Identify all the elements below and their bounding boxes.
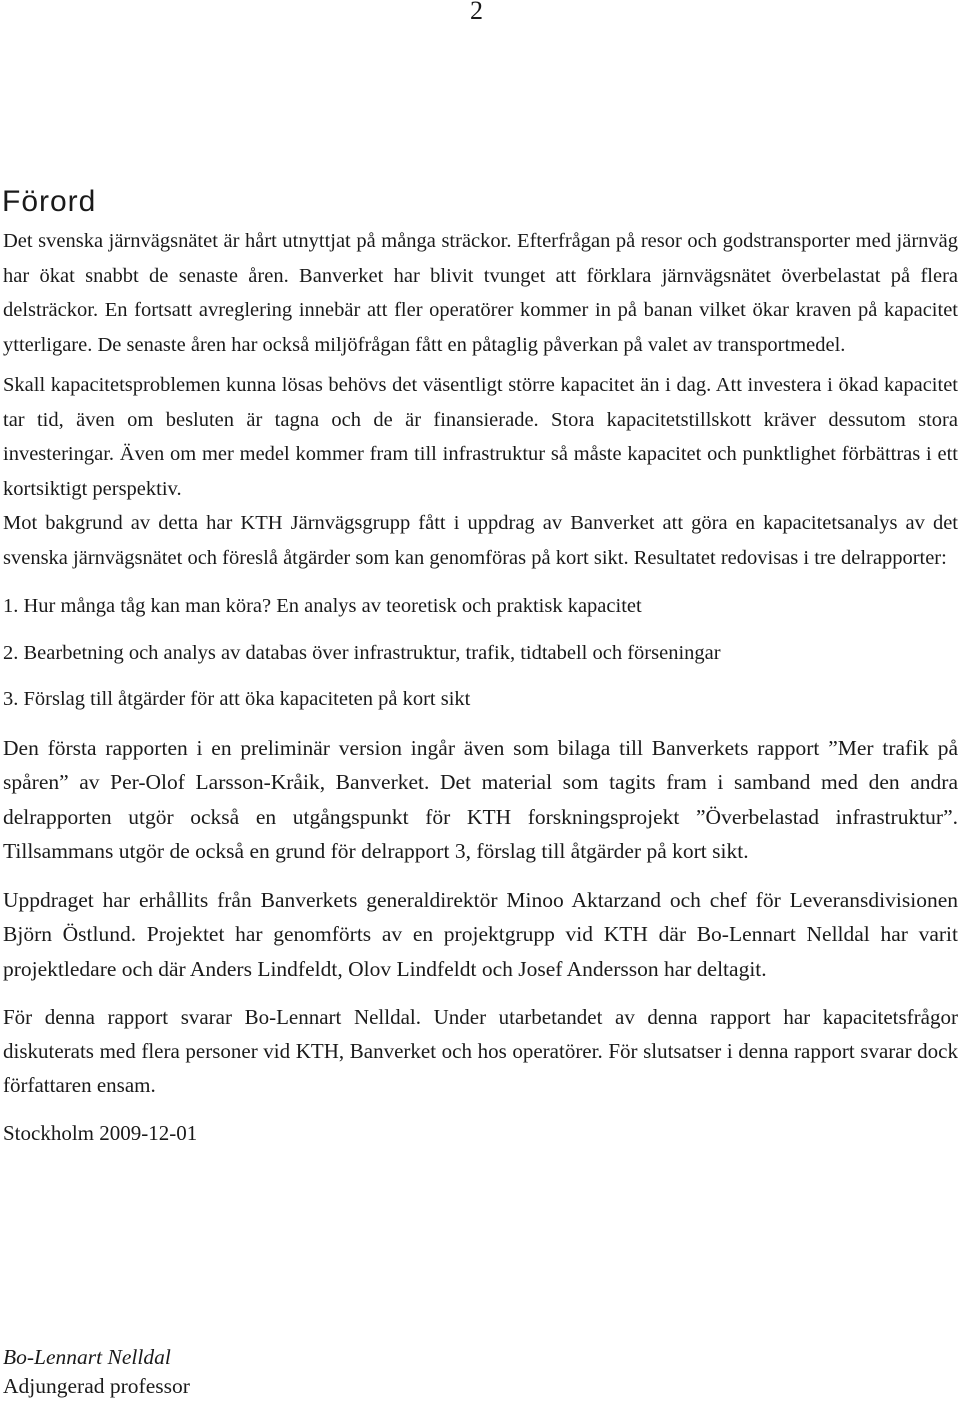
paragraph-commission: Uppdraget har erhållits från Banverkets generaldirektör Minoo Aktarzand och chef för Leveransdivisionen Björn Östlund. Projektet har genomförts av en projektgrupp vid KTH där Bo-Lennart Nelldal har varit projektledare och där Anders Lindfeldt, Olov Lindfeldt och Josef Andersson har deltagit. <box>3 887 958 981</box>
paragraph-assignment: Mot bakgrund av detta har KTH Järnvägsgrupp fått i uppdrag av Banverket att göra en kapacitetsanalys av det svenska järnvägsnätet och föreslå åtgärder som kan genomföras på kort sikt. Resultatet redovisas i tre delrapporter: <box>3 512 958 569</box>
document-body <box>3 224 958 1151</box>
paragraph-responsibility: För denna rapport svarar Bo-Lennart Nelldal. Under utarbetandet av denna rapport har kapacitetsfrågor diskuterats med flera personer vid KTH, Banverket och hos operatörer. För slutsatser i denna rapport svarar dock författaren ensam. <box>3 1005 958 1097</box>
page-number: 2 <box>470 0 483 25</box>
paragraph-capacity: Skall kapacitetsproblemen kunna lösas behövs det väsentligt större kapacitet än i dag. Att investera i ökad kapacitet tar tid, även om besluten är tagna och de är finansierade. Stora kapacitetstillskott kräver dessutom stora investeringar. Även om mer medel kommer fram till infrastruktur så måste kapacitet och punktlighet förbättras i ett kortsiktigt perspektiv. <box>3 374 958 500</box>
list-item: 1. Hur många tåg kan man köra? En analys av teoretisk och praktisk kapacitet <box>3 595 642 617</box>
list-item: 2. Bearbetning och analys av databas över infrastruktur, trafik, tidtabell och förseningar <box>3 641 721 664</box>
signature-title: Adjungerad professor <box>3 1374 190 1398</box>
paragraph-intro: Det svenska järnvägsnätet är hårt utnyttjat på många sträckor. Efterfrågan på resor och godstransporter med järnväg har ökat snabbt de senaste åren. Banverket har blivit tvunget att förklara järnvägsnätet överbelastat på flera delsträckor. En fortsatt avreglering innebär att fler operatörer kommer in på banan vilket ökar kraven på kapacitet ytterligare. De senaste åren har också miljöfrågan fått en påtaglig påverkan på valet av transportmedel. <box>3 230 958 356</box>
place-date: Stockholm 2009-12-01 <box>3 1121 198 1145</box>
section-heading: Förord <box>2 185 97 218</box>
signature-name: Bo-Lennart Nelldal <box>3 1345 171 1369</box>
list-item: 3. Förslag till åtgärder för att öka kapaciteten på kort sikt <box>3 688 471 710</box>
paragraph-reports: Den första rapporten i en preliminär version ingår även som bilaga till Banverkets rapport ”Mer trafik på spåren” av Per-Olof Larsson-Kråik, Banverket. Det material som tagits fram i samband med den andra delrapporten utgör också en utgångspunkt för KTH forskningsprojekt ”Överbelastad infrastruktur”. Tillsammans utgör de också en grund för delrapport 3, förslag till åtgärder på kort sikt. <box>3 735 958 863</box>
